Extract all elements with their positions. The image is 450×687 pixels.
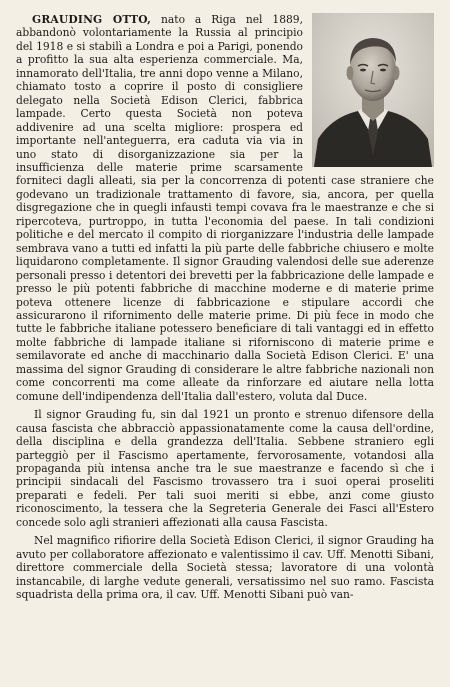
paragraph-1-body: nato a Riga nel 1889, abbandonò volontariamente la Russia al principio del 1918 e si stabilì a Londra e poi a Parigi, ponendo a profitto la sua alta esperienza commerciale. Ma, innamorato dell'Italia, tre anni dopo venne a Milano, chiamato tosto a coprire il posto di consigliere delegato nella Società Edison Clerici, fabbrica lampade. Certo questa Società non poteva addivenire ad una scelta migliore: prospera ed importante nell'anteguerra, era caduta via via in uno stato di disorganizzazione sia per la insufficienza delle materie prime scarsamente forniteci dagli alleati, sia per la concorrenza di potenti case straniere che godevano un tradizionale trattamento di favore, sia, ancora, per quella disgregazione che in quegli infausti tempi covava fra le maestranze e che si ripercoteva, purtroppo, in tutta l'economia del paese. In tali condizioni politiche e del mercato il compito di riorganizzare l'industria delle lampade sembrava vano a tutti ed infatti la più parte delle fabbriche chiusero e molte liquidarono completamente. Il signor Grauding valendosi delle sue aderenze personali presso i detentori dei brevetti per la fabbricazione delle lampade e presso le più potenti fabbriche di macchine moderne e di materie prime poteva ottenere licenze di fabbricazione e stipulare accordi che assicurarono il rifornimento delle materie prime. Di più fece in modo che tutte le fabbriche italiane potessero beneficiare di tali vantaggi ed in effetto molte fabbriche di lampade italiane si riforniscono di materie prime e semilavorate ed anche di macchinario dalla Società Edison Clerici. E' una massima del signor Grauding di considerare le altre fabbriche nazionali non come concorrenti ma come alleate da rinforzare ed aiutare nella lotta comune dell'indipendenza dell'Italia dall'estero, voluta dal Duce. [16, 13, 434, 403]
person-name: GRAUDING OTTO, [32, 13, 152, 26]
paragraph-3: Nel magnifico rifiorire della Società Edison Clerici, il signor Grauding ha avuto per collaboratore affezionato e valentissimo il cav. Uff. Menotti Sibani, direttore commerciale della Società stessa; lavoratore di una volontà instancabile, di larghe vedute generali, versatissimo nel suo ramo. Fascista squadrista della prima ora, il cav. Uff. Menotti Sibani può van- [16, 534, 434, 602]
portrait-photo [312, 13, 434, 167]
portrait-image [312, 13, 434, 167]
paragraph-2: Il signor Grauding fu, sin dal 1921 un pronto e strenuo difensore della causa fascista che abbracciò appassionatamente come la causa dell'ordine, della disciplina e della grandezza dell'Italia. Sebbene straniero egli parteggiò per il Fascismo apertamente, fervorosamente, votandosi alla propaganda più intensa anche tra le sue maestranze e facendo sì che i principii sindacali del Fascismo trovassero tra i suoi operai proseliti preparati e fedeli. Per tali suoi meriti si ebbe, anzi come giusto riconoscimento, la tessera che la Segreteria Generale dei Fasci all'Estero concede solo agli stranieri affezionati alla causa Fascista. [16, 408, 434, 529]
